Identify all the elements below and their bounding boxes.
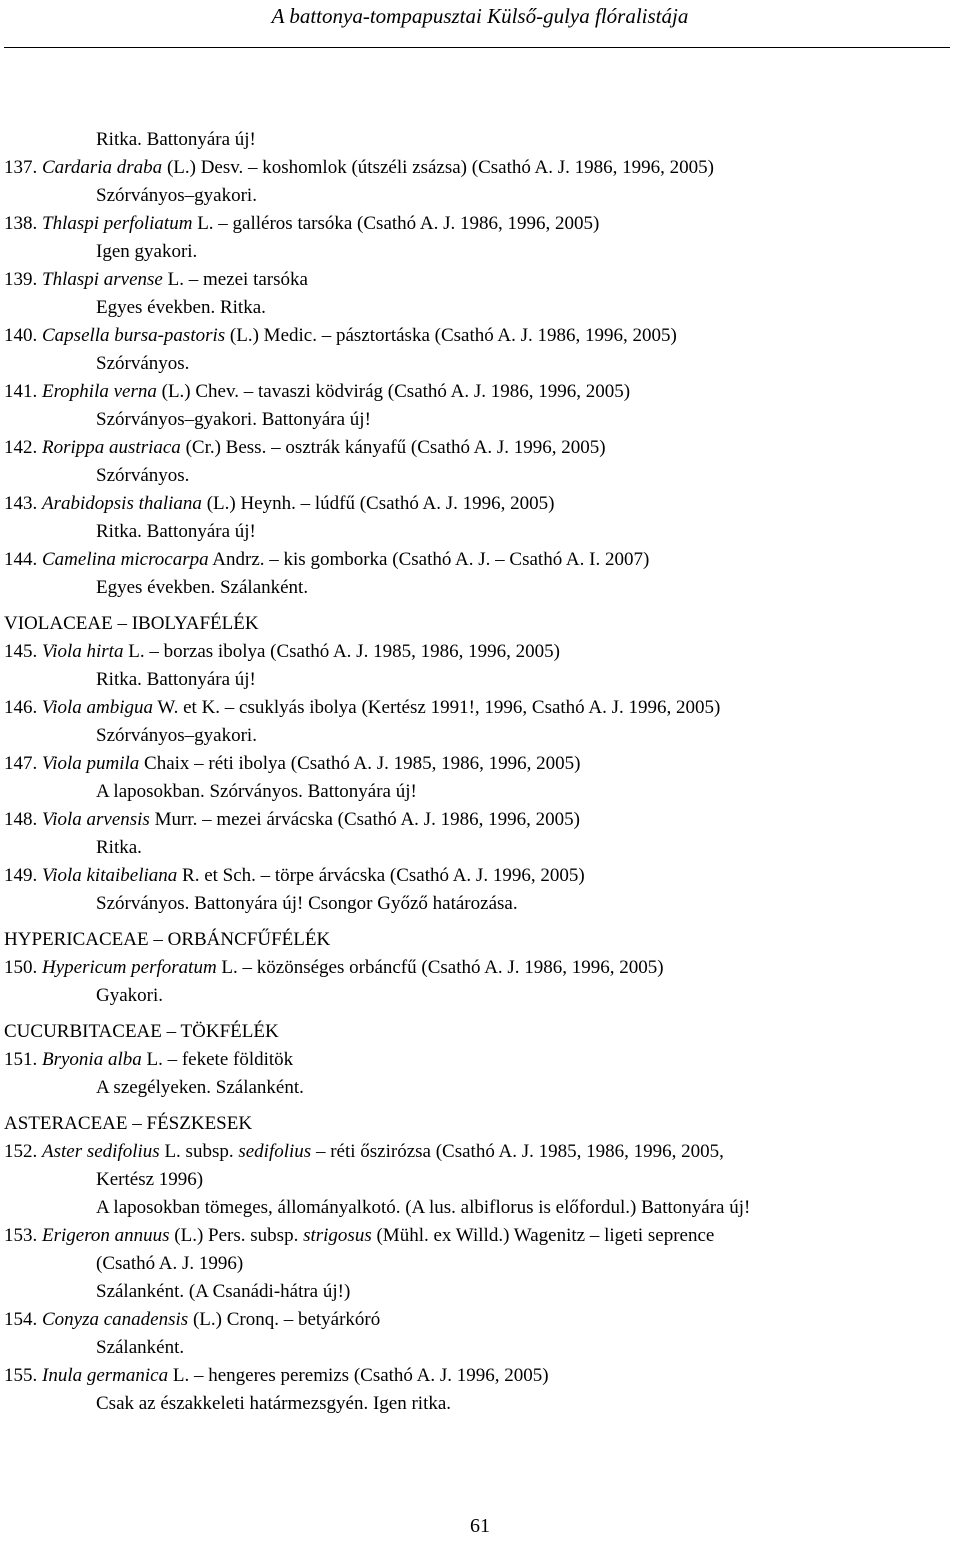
species-name: Viola hirta bbox=[42, 641, 124, 662]
entry-141: 141. Erophila verna (L.) Chev. – tavaszi ködvirág (Csathó A. J. 1986, 1996, 2005) bbox=[4, 381, 631, 402]
entry-139: 139. Thlaspi arvense L. – mezei tarsóka bbox=[4, 269, 308, 290]
entry-149: 149. Viola kitaibeliana R. et Sch. – törpe árvácska (Csathó A. J. 1996, 2005) bbox=[4, 865, 585, 886]
entry-147: 147. Viola pumila Chaix – réti ibolya (Csathó A. J. 1985, 1986, 1996, 2005) bbox=[4, 753, 581, 774]
species-name: Viola arvensis bbox=[42, 809, 150, 830]
entry-continuation: Kertész 1996) bbox=[96, 1169, 204, 1190]
entry-note: Szálanként. (A Csanádi-hátra új!) bbox=[96, 1281, 351, 1302]
entry-note: Szórványos–gyakori. Battonyára új! bbox=[96, 409, 371, 430]
entry-note: Szálanként. bbox=[96, 1337, 185, 1358]
entry-140: 140. Capsella bursa-pastoris (L.) Medic. – pásztortáska (Csathó A. J. 1986, 1996, 2005) bbox=[4, 325, 677, 346]
family-heading-cucurbitaceae: CUCURBITACEAE – TÖKFÉLÉK bbox=[4, 1021, 279, 1042]
entry-144: 144. Camelina microcarpa Andrz. – kis gomborka (Csathó A. J. – Csathó A. I. 2007) bbox=[4, 549, 650, 570]
entry-note: Ritka. Battonyára új! bbox=[96, 669, 256, 690]
entry-note: Gyakori. bbox=[96, 985, 164, 1006]
entry-152: 152. Aster sedifolius L. subsp. sedifolius – réti őszirózsa (Csathó A. J. 1985, 1986, 1996, 2005, bbox=[4, 1141, 724, 1162]
species-name: Viola ambigua bbox=[42, 697, 154, 718]
species-name: Cardaria draba bbox=[42, 157, 163, 178]
entry-note: Szórványos. bbox=[96, 353, 190, 374]
entry-note: A laposokban tömeges, állományalkotó. (A lus. albiflorus is előfordul.) Battonyára új! bbox=[96, 1197, 751, 1218]
species-name: Thlaspi perfoliatum bbox=[42, 213, 193, 234]
entry-continuation: (Csathó A. J. 1996) bbox=[96, 1253, 244, 1274]
species-name: Inula germanica bbox=[42, 1365, 169, 1386]
entry-note: Szórványos. bbox=[96, 465, 190, 486]
entry-note: A laposokban. Szórványos. Battonyára új! bbox=[96, 781, 417, 802]
entry-145: 145. Viola hirta L. – borzas ibolya (Csathó A. J. 1985, 1986, 1996, 2005) bbox=[4, 641, 560, 662]
species-name: Thlaspi arvense bbox=[42, 269, 163, 290]
entry-note: A szegélyeken. Szálanként. bbox=[96, 1077, 304, 1098]
species-list bbox=[4, 126, 956, 1418]
species-name: Viola pumila bbox=[42, 753, 140, 774]
species-name: Viola kitaibeliana bbox=[42, 865, 178, 886]
entry-note: Ritka. Battonyára új! bbox=[96, 129, 256, 150]
running-header: A battonya-tompapusztai Külső-gulya flóralistája bbox=[271, 4, 689, 28]
species-name: Erigeron annuus bbox=[42, 1225, 170, 1246]
entry-137: 137. Cardaria draba (L.) Desv. – koshomlok (útszéli zsázsa) (Csathó A. J. 1986, 1996, 2005) bbox=[4, 157, 714, 178]
entry-153: 153. Erigeron annuus (L.) Pers. subsp. strigosus (Mühl. ex Willd.) Wagenitz – ligeti seprence bbox=[4, 1225, 715, 1246]
entry-note: Ritka. Battonyára új! bbox=[96, 521, 256, 542]
entry-note: Ritka. bbox=[96, 837, 142, 858]
entry-146: 146. Viola ambigua W. et K. – csuklyás ibolya (Kertész 1991!, 1996, Csathó A. J. 1996, 2005) bbox=[4, 697, 721, 718]
header-rule bbox=[4, 47, 950, 48]
entry-note: Szórványos. Battonyára új! Csongor Győző határozása. bbox=[96, 893, 518, 914]
entry-note: Szórványos–gyakori. bbox=[96, 185, 257, 206]
entry-151: 151. Bryonia alba L. – fekete földitök bbox=[4, 1049, 294, 1070]
species-name: Hypericum perforatum bbox=[42, 957, 217, 978]
entry-150: 150. Hypericum perforatum L. – közönséges orbáncfű (Csathó A. J. 1986, 1996, 2005) bbox=[4, 957, 664, 978]
species-name: Rorippa austriaca bbox=[42, 437, 181, 458]
entry-142: 142. Rorippa austriaca (Cr.) Bess. – osztrák kányafű (Csathó A. J. 1996, 2005) bbox=[4, 437, 606, 458]
subspecies-name: strigosus bbox=[303, 1225, 372, 1246]
family-heading-hypericaceae: HYPERICACEAE – ORBÁNCFŰFÉLÉK bbox=[4, 929, 331, 950]
entry-154: 154. Conyza canadensis (L.) Cronq. – betyárkóró bbox=[4, 1309, 381, 1330]
page-number: 61 bbox=[470, 1515, 490, 1537]
subspecies-name: sedifolius bbox=[238, 1141, 312, 1162]
species-name: Camelina microcarpa bbox=[42, 549, 209, 570]
family-heading-asteraceae: ASTERACEAE – FÉSZKESEK bbox=[4, 1113, 253, 1134]
entry-note: Igen gyakori. bbox=[96, 241, 198, 262]
species-name: Bryonia alba bbox=[42, 1049, 142, 1070]
species-name: Arabidopsis thaliana bbox=[42, 493, 202, 514]
species-name: Conyza canadensis bbox=[42, 1309, 189, 1330]
entry-note: Csak az északkeleti határmezsgyén. Igen ritka. bbox=[96, 1393, 452, 1414]
entry-note: Egyes években. Szálanként. bbox=[96, 577, 309, 598]
species-name: Capsella bursa-pastoris bbox=[42, 325, 226, 346]
species-name: Aster sedifolius bbox=[42, 1141, 160, 1162]
entry-155: 155. Inula germanica L. – hengeres peremizs (Csathó A. J. 1996, 2005) bbox=[4, 1365, 549, 1386]
entry-143: 143. Arabidopsis thaliana (L.) Heynh. – lúdfű (Csathó A. J. 1996, 2005) bbox=[4, 493, 555, 514]
entry-note: Egyes években. Ritka. bbox=[96, 297, 266, 318]
family-heading-violaceae: VIOLACEAE – IBOLYAFÉLÉK bbox=[4, 613, 259, 634]
species-name: Erophila verna bbox=[42, 381, 157, 402]
entry-note: Szórványos–gyakori. bbox=[96, 725, 257, 746]
entry-138: 138. Thlaspi perfoliatum L. – galléros tarsóka (Csathó A. J. 1986, 1996, 2005) bbox=[4, 213, 600, 234]
entry-148: 148. Viola arvensis Murr. – mezei árvácska (Csathó A. J. 1986, 1996, 2005) bbox=[4, 809, 580, 830]
